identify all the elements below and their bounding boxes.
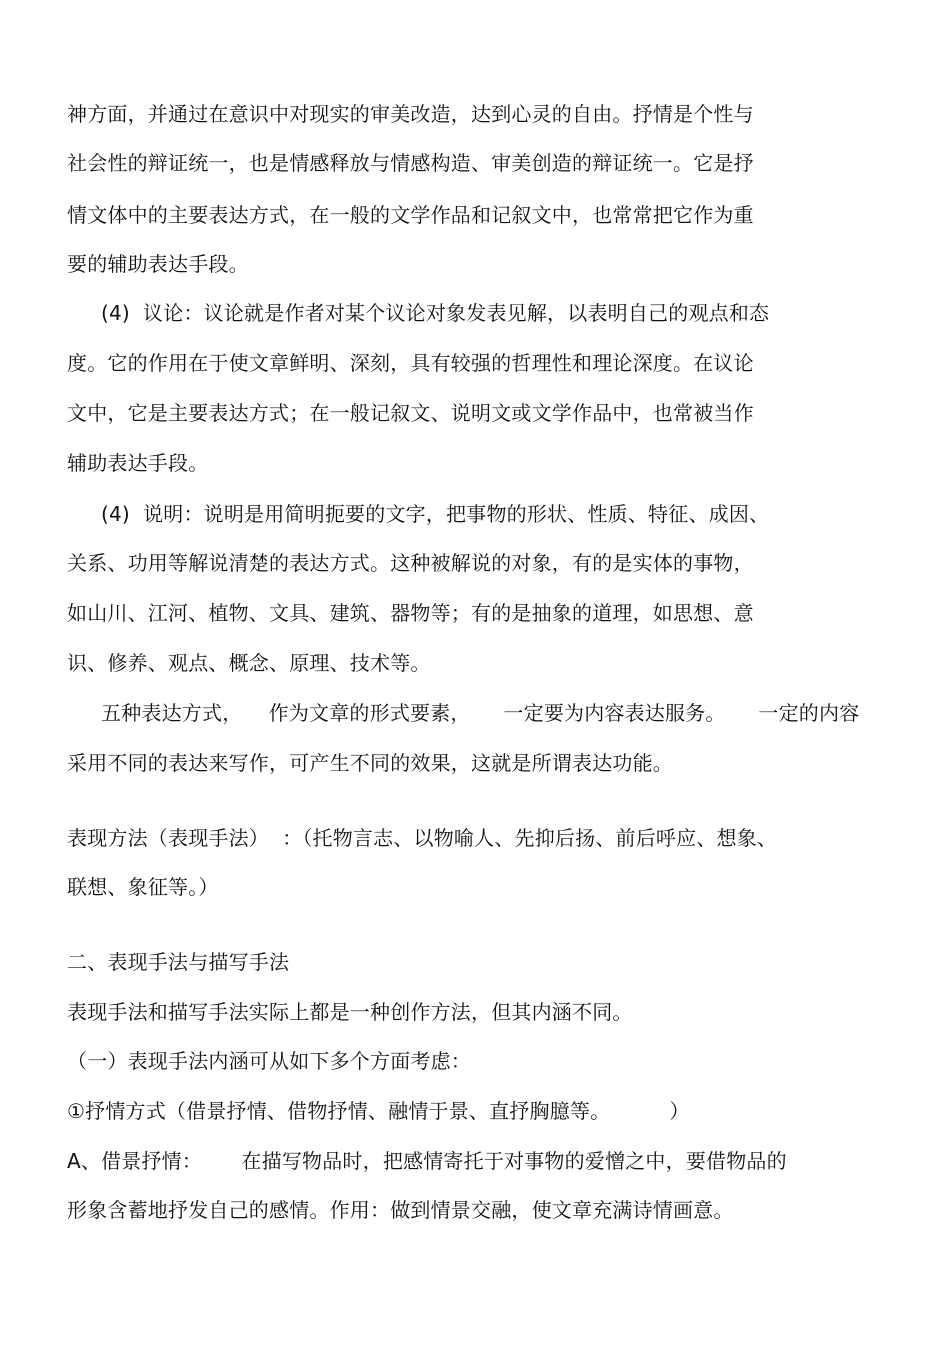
text-line: 度。它的作用在于使文章鲜明、深刻，具有较强的哲理性和理论深度。在议论	[67, 351, 754, 375]
text-line: 表现方法（表现手法） ：（托物言志、以物喻人、先抑后扬、前后呼应、想象、	[67, 826, 778, 850]
text-line: ①抒情方式（借景抒情、借物抒情、融情于景、直抒胸臆等。 ）	[67, 1099, 690, 1123]
text-line: 联想、象征等。）	[67, 875, 219, 899]
text-line: 关系、功用等解说清楚的表达方式。这种被解说的对象，有的是实体的事物，	[67, 551, 754, 575]
text-line: 如山川、江河、植物、文具、建筑、器物等；有的是抽象的道理，如思想、意	[67, 601, 754, 625]
text-line: 要的辅助表达手段。	[67, 252, 249, 276]
text-line: 社会性的辩证统一，也是情感释放与情感构造、审美创造的辩证统一。它是抒	[67, 151, 754, 175]
text-line: A、借景抒情： 在描写物品时，把感情寄托于对事物的爱憎之中，要借物品的	[67, 1149, 787, 1173]
text-line: 形象含蓄地抒发自己的感情。作用：做到情景交融，使文章充满诗情画意。	[67, 1198, 734, 1222]
section-heading: 二、表现手法与描写手法	[67, 950, 290, 974]
text-line: 辅助表达手段。	[67, 451, 209, 475]
text-line: (4) 议论：议论就是作者对某个议论对象发表见解，以表明自己的观点和态	[101, 301, 770, 325]
text-line: 神方面，并通过在意识中对现实的审美改造，达到心灵的自由。抒情是个性与	[67, 102, 754, 126]
text-line: 采用不同的表达来写作，可产生不同的效果，这就是所谓表达功能。	[67, 751, 673, 775]
text-line: 五种表达方式， 作为文章的形式要素， 一定要为内容表达服务。 一定的内容	[101, 701, 860, 725]
text-line: 表现手法和描写手法实际上都是一种创作方法，但其内涵不同。	[67, 1000, 633, 1024]
subsection-heading: （一）表现手法内涵可从如下多个方面考虑：	[67, 1049, 471, 1073]
text-line: 识、修养、观点、概念、原理、技术等。	[67, 651, 431, 675]
text-line: 文中，它是主要表达方式；在一般记叙文、说明文或文学作品中，也常被当作	[67, 401, 754, 425]
text-line: 情文体中的主要表达方式，在一般的文学作品和记叙文中，也常常把它作为重	[67, 203, 754, 227]
text-line: (4) 说明：说明是用简明扼要的文字，把事物的形状、性质、特征、成因、	[101, 502, 770, 526]
